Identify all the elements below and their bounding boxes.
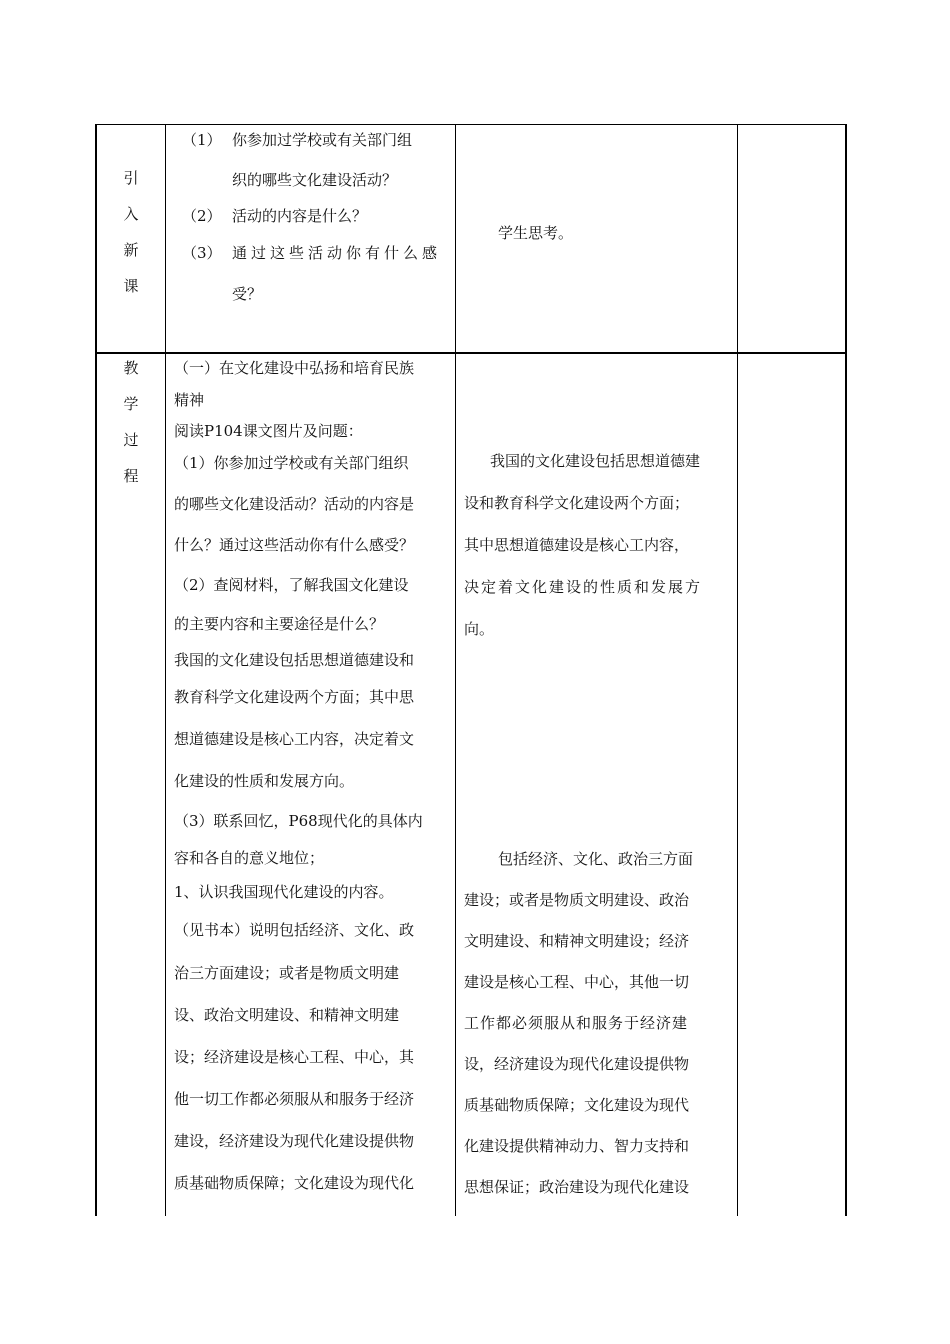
answer-line: 文明建设、和精神文明建设；经济 <box>464 932 690 950</box>
question-1: （1） 你参加过学校或有关部门组 <box>182 124 450 160</box>
intro-questions <box>182 124 450 314</box>
label-char: 新 <box>123 241 139 259</box>
question-number: （1） <box>182 131 222 149</box>
label-char: 学 <box>123 395 139 413</box>
content-line: （1）你参加过学校或有关部门组织 <box>174 454 409 472</box>
answer-line: 设和教育科学文化建设两个方面； <box>464 494 690 512</box>
answer-line: 设，经济建设为现代化建设提供物 <box>464 1055 690 1073</box>
content-line: 我国的文化建设包括思想道德建设和 <box>174 651 415 669</box>
answer-line: 决定着文化建设的性质和发展方 <box>464 578 703 596</box>
label-char: 教 <box>123 359 139 377</box>
content-line: （2）查阅材料，了解我国文化建设 <box>174 576 409 594</box>
section-label-intro <box>97 160 165 304</box>
question-number: （2） <box>182 207 222 225</box>
table-row-divider <box>95 352 847 354</box>
table-border-col2 <box>455 124 456 1216</box>
content-line: 精神 <box>174 391 205 409</box>
content-line: 教育科学文化建设两个方面；其中思 <box>174 688 415 706</box>
content-line: （3）联系回忆，P68现代化的具体内 <box>174 812 423 830</box>
content-line: （见书本）说明包括经济、文化、政 <box>174 921 415 939</box>
answer-block-1 <box>464 440 730 650</box>
answer-line: 建设是核心工程、中心，其他一切 <box>464 973 690 991</box>
teaching-content <box>174 356 450 1204</box>
answer-line: 我国的文化建设包括思想道德建 <box>490 452 701 470</box>
question-3: （3） 通过这些活动你有什么感 <box>182 232 450 274</box>
label-char: 入 <box>123 205 139 223</box>
label-char: 过 <box>123 431 139 449</box>
question-3-cont: 受？ <box>232 285 263 303</box>
content-line: （一）在文化建设中弘扬和培育民族 <box>174 359 415 377</box>
content-line: 设、政治文明建设、和精神文明建 <box>174 1006 400 1024</box>
answer-line: 化建设提供精神动力、智力支持和 <box>464 1137 690 1155</box>
table-border-col3 <box>737 124 738 1216</box>
question-1-cont: 织的哪些文化建设活动？ <box>232 171 398 189</box>
answer-line: 向。 <box>464 620 495 638</box>
content-line: 容和各自的意义地位； <box>174 849 325 867</box>
label-char: 程 <box>123 467 139 485</box>
answer-block-2 <box>464 839 730 1208</box>
label-char: 引 <box>123 169 139 187</box>
table-border-right <box>845 124 847 1216</box>
student-activity: 学生思考。 <box>498 224 574 242</box>
answer-line: 其中思想道德建设是核心工内容， <box>464 536 690 554</box>
content-line: 什么？通过这些活动你有什么感受？ <box>174 536 415 554</box>
content-line: 的主要内容和主要途径是什么？ <box>174 615 385 633</box>
content-line: 治三方面建设；或者是物质文明建 <box>174 964 400 982</box>
table-border-col1 <box>165 124 166 1216</box>
content-line: 1、认识我国现代化建设的内容。 <box>174 883 394 901</box>
content-line: 的哪些文化建设活动？活动的内容是 <box>174 495 415 513</box>
content-line: 质基础物质保障；文化建设为现代化 <box>174 1174 415 1192</box>
label-char: 课 <box>123 277 139 295</box>
answer-line: 包括经济、文化、政治三方面 <box>498 850 694 868</box>
content-line: 想道德建设是核心工内容，决定着文 <box>174 730 415 748</box>
answer-line: 质基础物质保障；文化建设为现代 <box>464 1096 690 1114</box>
question-number: （3） <box>182 244 222 262</box>
content-line: 他一切工作都必须服从和服务于经济 <box>174 1090 415 1108</box>
answer-line: 建设；或者是物质文明建设、政治 <box>464 891 690 909</box>
content-line: 设；经济建设是核心工程、中心，其 <box>174 1048 415 1066</box>
answer-line: 思想保证；政治建设为现代化建设 <box>464 1178 690 1196</box>
content-line: 阅读P104课文图片及问题： <box>174 422 363 440</box>
section-label-process <box>97 350 165 494</box>
question-2: （2） 活动的内容是什么？ <box>182 200 450 232</box>
content-line: 化建设的性质和发展方向。 <box>174 772 355 790</box>
content-line: 建设，经济建设为现代化建设提供物 <box>174 1132 415 1150</box>
answer-line: 工作都必须服从和服务于经济建 <box>464 1014 689 1032</box>
